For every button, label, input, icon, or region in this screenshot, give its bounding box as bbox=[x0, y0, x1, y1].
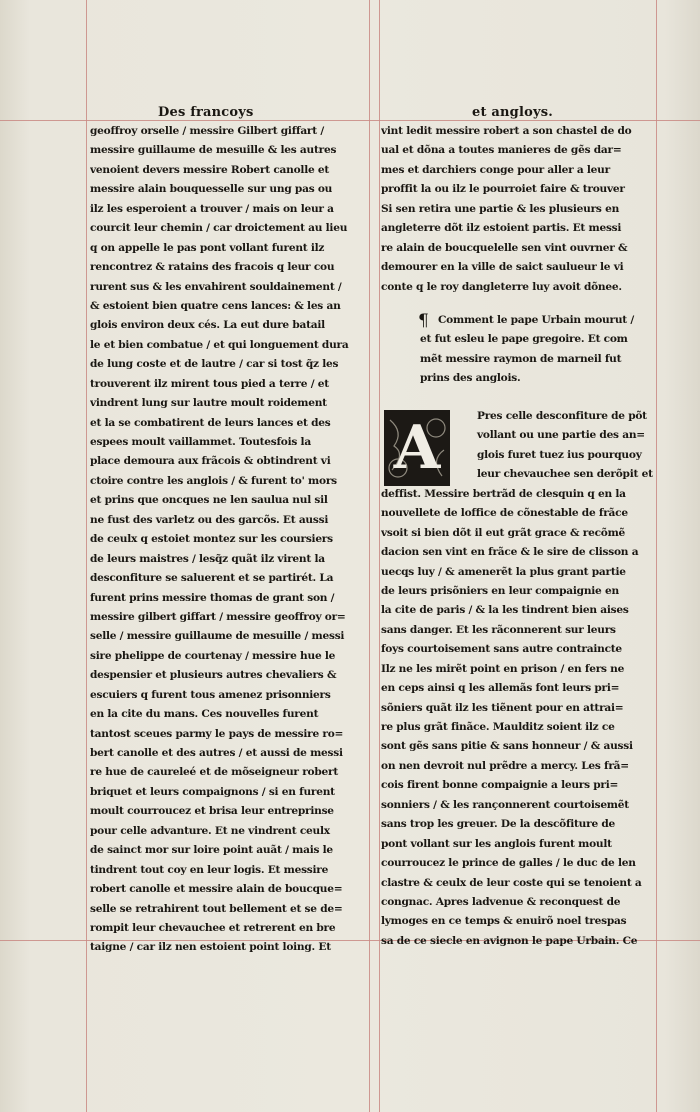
text-line: demourer en la ville de saict saulueur le vi bbox=[381, 261, 624, 274]
text-line: lymoges en ce temps & enuirõ noel trespas bbox=[381, 915, 627, 928]
text-line: desconfiture se saluerent et se partirét. La bbox=[90, 572, 334, 585]
text-line: vindrent lung sur lautre moult roidement bbox=[90, 397, 327, 410]
text-line: et prins que oncques ne len saulua nul sil bbox=[90, 494, 328, 507]
text-line: courroucez le prince de galles / le duc de len bbox=[381, 857, 636, 870]
text-line: mes et darchiers conge pour aller a leur bbox=[381, 163, 610, 176]
ruling-line-right-inner bbox=[379, 0, 380, 1112]
text-line: uecqs luy / & amenerẽt la plus grant partie bbox=[381, 565, 626, 578]
text-line: conte q le roy dangleterre luy avoit dõnee. bbox=[381, 280, 622, 293]
text-line: sonniers / & les rançonnerent courtoisemẽt bbox=[381, 798, 629, 811]
text-line: taigne / car ilz nen estoient point loing. Et bbox=[90, 941, 331, 954]
ruling-line-left-outer bbox=[86, 0, 87, 1112]
text-line: sõniers quãt ilz les tiẽnent pour en attrai= bbox=[381, 701, 624, 714]
rubric-mark: ¶ bbox=[418, 311, 429, 331]
text-line: de sainct mor sur loire point auãt / mais le bbox=[90, 844, 333, 857]
text-line: glois environ deux cés. La eut dure batail bbox=[90, 319, 325, 332]
text-line: messire gilbert giffart / messire geoffroy or= bbox=[90, 610, 346, 623]
text-line: en ceps ainsi q les allemãs font leurs pri= bbox=[381, 682, 620, 695]
text-line: vsoit si bien dõt il eut grãt grace & recõmẽ bbox=[381, 526, 626, 539]
text-line: sans danger. Et les rãconnerent sur leurs bbox=[381, 623, 616, 636]
ruling-line-right-outer bbox=[656, 0, 657, 1112]
right-text-column-bottom bbox=[381, 407, 653, 951]
text-line: le et bien combatue / et qui longuement dura bbox=[90, 338, 349, 351]
text-line: Ilz ne les mirẽt point en prison / en fers ne bbox=[381, 662, 625, 675]
text-line: nouvellete de loffice de cõnestable de frãce bbox=[381, 507, 628, 520]
text-line: Pres celle desconfiture de põt bbox=[477, 410, 647, 422]
text-line: sans trop les greuer. De la descõfiture de bbox=[381, 818, 616, 831]
text-line: venoient devers messire Robert canolle et bbox=[90, 163, 330, 176]
text-line: tindrent tout coy en leur logis. Et messire bbox=[90, 863, 329, 876]
text-line: pont vollant sur les anglois furent moult bbox=[381, 837, 612, 850]
text-line: de leurs prisõniers en leur compaignie en bbox=[381, 584, 619, 597]
rubric-line: prins des anglois. bbox=[420, 372, 521, 385]
initial-letter: A bbox=[393, 413, 441, 483]
text-line: q on appelle le pas pont vollant furent ilz bbox=[90, 241, 325, 254]
text-line: messire alain bouquesselle sur ung pas ou bbox=[90, 183, 333, 196]
left-text-column bbox=[90, 122, 366, 958]
right-text-column-top bbox=[381, 122, 653, 297]
text-line: foys courtoisement sans autre contraincte bbox=[381, 643, 622, 656]
text-line: deffist. Messire bertrãd de clesquin q en la bbox=[381, 487, 626, 500]
text-line: de lung coste et de lautre / car si tost q̃z les bbox=[90, 358, 339, 371]
text-line: robert canolle et messire alain de boucque= bbox=[90, 883, 343, 896]
text-line: briquet et leurs compaignons / si en furent bbox=[90, 785, 335, 798]
text-line: & estoient bien quatre cens lances: & les an bbox=[90, 299, 341, 312]
text-line: escuiers q furent tous amenez prisonniers bbox=[90, 688, 331, 701]
text-line: glois furet tuez ius pourquoy bbox=[477, 448, 642, 461]
rubric-line: Comment le pape Urbain mourut / bbox=[438, 314, 634, 326]
text-line: angleterre dõt ilz estoient partis. Et messi bbox=[381, 222, 622, 235]
ruling-line-top bbox=[0, 120, 700, 121]
text-line: espees moult vaillammet. Toutesfois la bbox=[90, 436, 311, 448]
text-line: sa de ce siecle en avignon le pape Urbain. Ce bbox=[381, 934, 638, 947]
text-line: et la se combatirent de leurs lances et des bbox=[90, 416, 331, 429]
text-line: leur chevauchee sen derõpit et bbox=[477, 468, 653, 481]
text-line: de leurs maistres / lesq̃z quãt ilz virent la bbox=[90, 552, 325, 565]
text-line: re plus grãt finãce. Maulditz soient ilz ce bbox=[381, 721, 615, 733]
text-line: place demoura aux frãcois & obtindrent vi bbox=[90, 455, 331, 468]
text-line: geoffroy orselle / messire Gilbert giffart / bbox=[90, 125, 324, 137]
text-line: messire guillaume de mesuille & les autres bbox=[90, 144, 337, 157]
text-line: rurent sus & les envahirent souldainement / bbox=[90, 280, 342, 293]
text-line: dacion sen vint en frãce & le sire de clisson a bbox=[381, 546, 639, 559]
text-line: ctoire contre les anglois / & furent to' mors bbox=[90, 474, 337, 487]
text-line: re alain de boucquelelle sen vint ouvrner & bbox=[381, 241, 628, 254]
text-line: furent prins messire thomas de grant son / bbox=[90, 591, 335, 604]
text-line: rencontrez & ratains des fracois q leur cou bbox=[90, 261, 335, 274]
chapter-rubric bbox=[420, 311, 652, 389]
text-line: proffit la ou ilz le pourroiet faire & trouver bbox=[381, 183, 625, 196]
text-line: cois firent bonne compaignie a leurs pri= bbox=[381, 779, 619, 792]
text-line: Si sen retira une partie & les plusieurs en bbox=[381, 202, 620, 215]
running-head-right: et angloys. bbox=[472, 105, 553, 120]
rubric-line: et fut esleu le pape gregoire. Et com bbox=[420, 333, 628, 346]
text-line: vint ledit messire robert a son chastel de do bbox=[381, 125, 632, 137]
text-line: on nen devroit nul prẽdre a mercy. Les frã= bbox=[381, 759, 629, 772]
text-line: ual et dõna a toutes manieres de gẽs dar= bbox=[381, 144, 622, 157]
text-line: ilz les esperoient a trouver / mais on leur a bbox=[90, 202, 334, 215]
text-line: sire phelippe de courtenay / messire hue le bbox=[90, 649, 336, 662]
text-line: clastre & ceulx de leur coste qui se tenoient a bbox=[381, 876, 642, 889]
text-line: despensier et plusieurs autres chevaliers & bbox=[90, 669, 337, 682]
text-line: selle se retrahirent tout bellement et se de= bbox=[90, 902, 343, 915]
text-line: la cite de paris / & la les tindrent bien aises bbox=[381, 604, 629, 617]
text-line: bert canolle et des autres / et aussi de messi bbox=[90, 747, 343, 759]
text-line: rompit leur chevauchee et retrerent en bre bbox=[90, 921, 336, 934]
text-line: ne fust des varletz ou des garcõs. Et aussi bbox=[90, 513, 329, 526]
text-line: tantost sceues parmy le pays de messire ro= bbox=[90, 727, 344, 740]
text-line: vollant ou une partie des an= bbox=[477, 429, 645, 442]
text-line: re hue de caureleé et de mõseigneur robert bbox=[90, 766, 338, 779]
ruling-line-left-inner bbox=[369, 0, 370, 1112]
text-line: pour celle advanture. Et ne vindrent ceulx bbox=[90, 824, 330, 837]
text-line: en la cite du mans. Ces nouvelles furent bbox=[90, 708, 319, 721]
text-line: trouverent ilz mirent tous pied a terre / et bbox=[90, 377, 329, 390]
text-line: courcit leur chemin / car droictement au lieu bbox=[90, 222, 348, 235]
text-line: de ceulx q estoiet montez sur les coursiers bbox=[90, 533, 333, 546]
text-line: selle / messire guillaume de mesuille / messi bbox=[90, 630, 345, 643]
text-line: sont gẽs sans pitie & sans honneur / & aussi bbox=[381, 740, 633, 753]
rubric-line: mẽt messire raymon de marneil fut bbox=[420, 352, 622, 365]
text-line: congnac. Apres ladvenue & reconquest de bbox=[381, 895, 621, 908]
running-head-left: Des francoys bbox=[158, 105, 254, 120]
text-line: moult courroucez et brisa leur entreprinse bbox=[90, 805, 334, 818]
